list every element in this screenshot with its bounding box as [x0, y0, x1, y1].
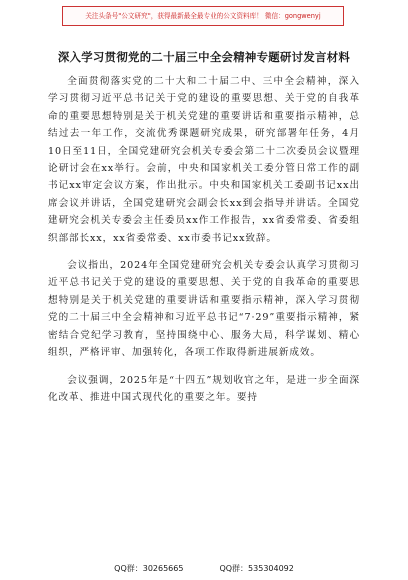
document-body [48, 73, 360, 416]
qq-group-1: QQ群：30265665 [114, 564, 184, 573]
paragraph-2: 会议指出，2024年全国党建研究会机关专委会认真学习贯彻习近平总书记关于党的建设的重要思想、关于党的自我革命的重要思想特别是关于机关党建的重要讲话和重要指示精神，深入学习贯彻党的二十届三中全会精神和习近平总书记“7·29”重要指示精神，紧密结合党纪学习教育，坚持围绕中心、服务大局，科学谋划、精心组织，严格评审、加强转化，各项工作取得新进展新成效。 [48, 260, 360, 359]
promo-banner [62, 6, 344, 26]
qq-group-2: QQ群：535304092 [219, 564, 294, 573]
promo-banner-text: 关注头条号"公文研究"，获得最新最全最专业的公文资料库！ 微信：gongwenyj [85, 12, 321, 20]
paragraph-1: 全面贯彻落实党的二十大和二十届二中、三中全会精神，深入学习贯彻习近平总书记关于党的建设的重要思想、关于党的自我革命的重要思想特别是关于机关党建的重要讲话和重要指示精神，总结过去一年工作，交流优秀课题研究成果，研究部署年任务，4月10日至11日，全国党建研究会机关专委会第二十二次委员会议暨理论研讨会在xx举行。会前，中央和国家机关工委分管日常工作的副书记xx审定会议方案，作出批示。中央和国家机关工委副书记xx出席会议并讲话，全国党建研究会副会长xx到会指导并讲话。全国党建研究会机关专委会主任委员xx作工作报告，xx省委常委、省委组织部部长xx，xx省委常委、xx市委书记xx致辞。 [48, 76, 360, 244]
footer-qq-groups [0, 563, 408, 574]
document-title: 深入学习贯彻党的二十届三中全会精神专题研讨发言材料 [57, 50, 351, 64]
paragraph-3: 会议强调，2025年是“十四五”规划收官之年，是进一步全面深化改革、推进中国式现代化的重要之年。要持 [48, 374, 360, 403]
